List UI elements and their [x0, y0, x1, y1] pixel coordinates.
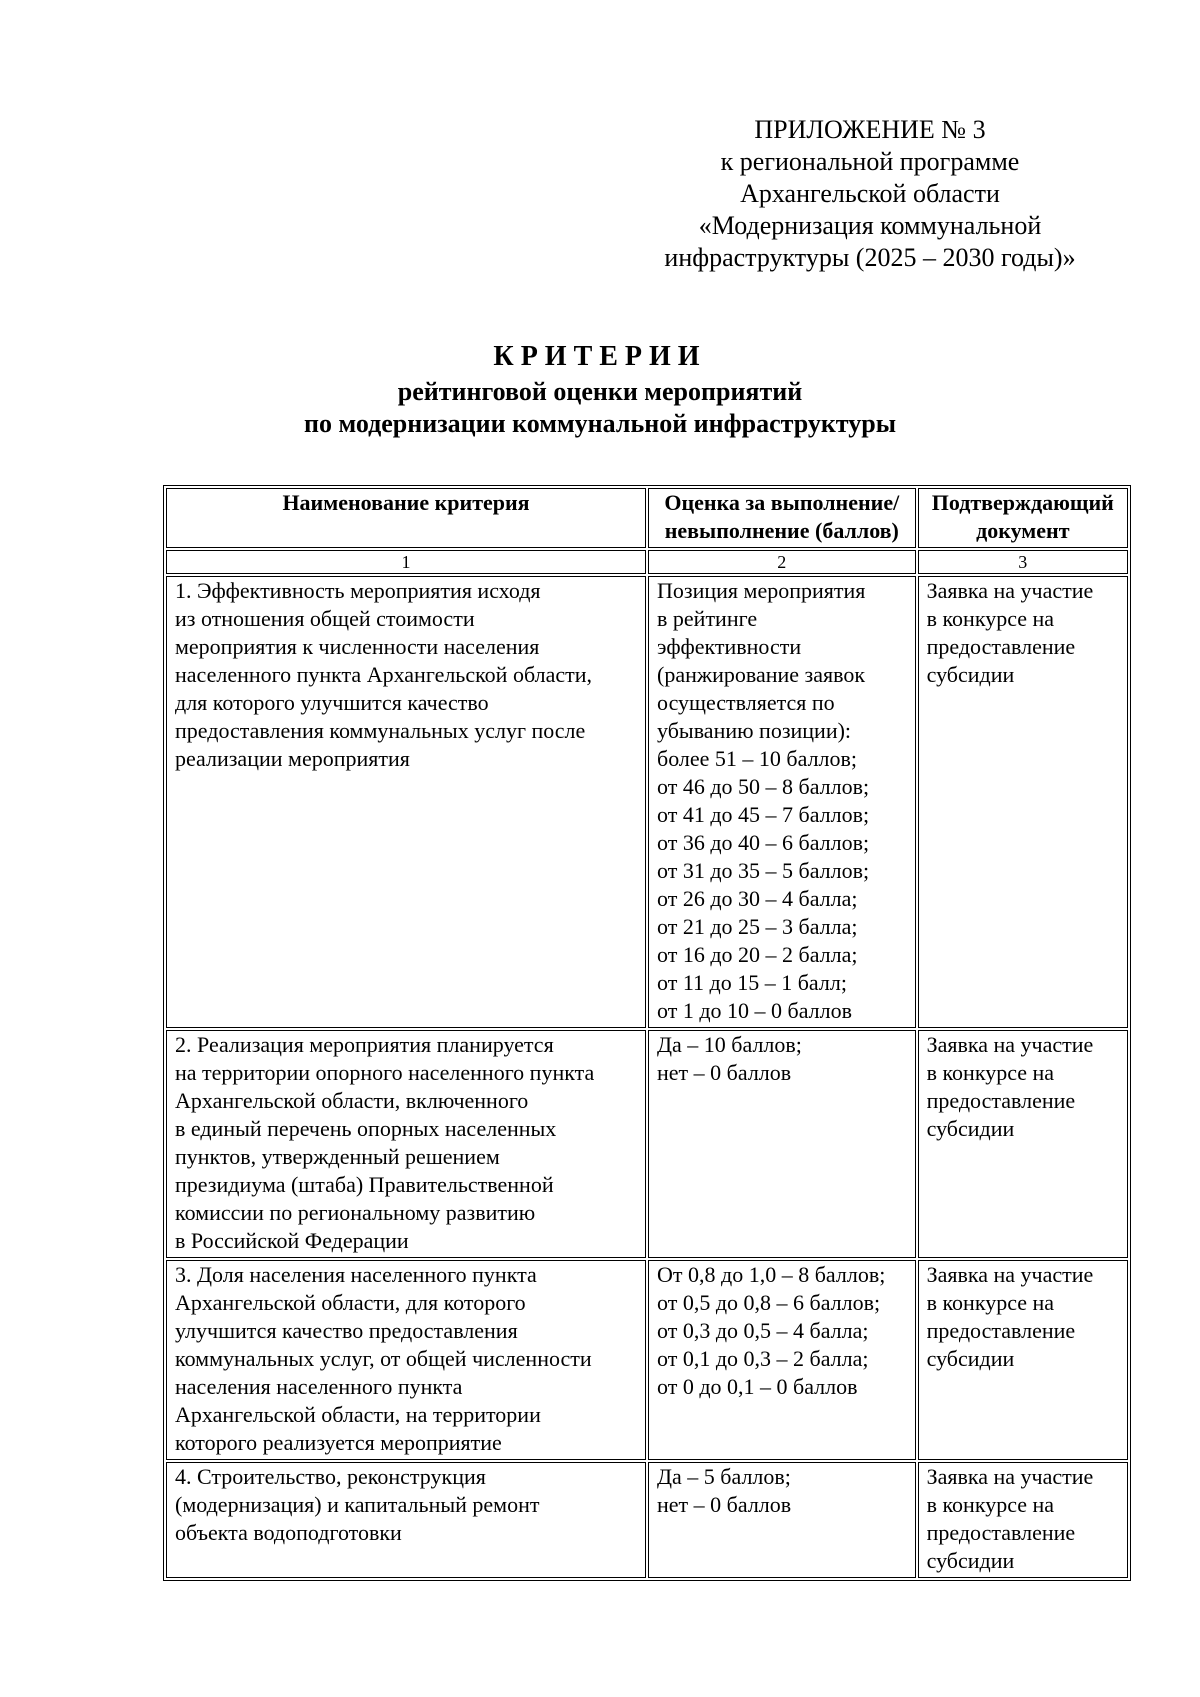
score-cell: Позиция мероприятия в рейтинге эффективности (ранжирование заявок осуществляется по убыванию позиции): более 51 – 10 баллов; от 46 до 50 – 8 баллов; от 41 до 45 – 7 баллов; от 36 до 40 – 6 баллов; от 31 до 35 – 5 баллов; от 26 до 30 – 4 балла; от 21 до 25 – 3 балла; от 16 до 20 – 2 балла; от 11 до 15 – 1 балл; от 1 до 10 – 0 баллов [648, 576, 916, 1028]
column-number: 2 [648, 550, 916, 574]
table-row [166, 576, 1128, 1028]
score-cell: От 0,8 до 1,0 – 8 баллов; от 0,5 до 0,8 – 6 баллов; от 0,3 до 0,5 – 4 балла; от 0,1 до 0,3 – 2 балла; от 0 до 0,1 – 0 баллов [648, 1260, 916, 1460]
heading-line-2: по модернизации коммунальной инфраструктуры [304, 409, 896, 438]
appendix-line: Архангельской области [740, 179, 1000, 208]
criterion-cell: 2. Реализация мероприятия планируется на территории опорного населенного пункта Архангельской области, включенного в единый перечень опорных населенных пунктов, утвержденный решением президиума (штаба) Правительственной комиссии по региональному развитию в Российской Федерации [166, 1030, 646, 1258]
table-row [166, 1030, 1128, 1258]
appendix-line: инфраструктуры (2025 – 2030 годы)» [664, 243, 1076, 272]
header-document: Подтверждающий документ [918, 488, 1128, 548]
score-cell: Да – 5 баллов; нет – 0 баллов [648, 1462, 916, 1578]
criteria-table [163, 485, 1131, 1581]
appendix-title: ПРИЛОЖЕНИЕ № 3 [754, 115, 986, 144]
score-cell: Да – 10 баллов; нет – 0 баллов [648, 1030, 916, 1258]
column-number: 1 [166, 550, 646, 574]
criterion-cell: 1. Эффективность мероприятия исходя из отношения общей стоимости мероприятия к численности населения населенного пункта Архангельской области, для которого улучшится качество предоставления коммунальных услуг после реализации мероприятия [166, 576, 646, 1028]
header-criterion-name: Наименование критерия [166, 488, 646, 548]
appendix-line: «Модернизация коммунальной [698, 211, 1042, 240]
document-cell: Заявка на участие в конкурсе на предоставление субсидии [918, 1030, 1128, 1258]
document-heading [200, 340, 1000, 440]
header-score: Оценка за выполнение/ невыполнение (баллов) [648, 488, 916, 548]
heading-line-1: рейтинговой оценки мероприятий [397, 377, 803, 406]
criterion-cell: 4. Строительство, реконструкция (модернизация) и капитальный ремонт объекта водоподготовки [166, 1462, 646, 1578]
table-header-row [166, 488, 1128, 548]
table-row [166, 1260, 1128, 1460]
document-cell: Заявка на участие в конкурсе на предоставление субсидии [918, 576, 1128, 1028]
table-number-row [166, 550, 1128, 574]
table-row [166, 1462, 1128, 1578]
column-number: 3 [918, 550, 1128, 574]
document-cell: Заявка на участие в конкурсе на предоставление субсидии [918, 1462, 1128, 1578]
appendix-line: к региональной программе [720, 147, 1020, 176]
heading-kind: КРИТЕРИИ [493, 341, 707, 372]
document-cell: Заявка на участие в конкурсе на предоставление субсидии [918, 1260, 1128, 1460]
appendix-block [640, 114, 1100, 274]
criterion-cell: 3. Доля населения населенного пункта Архангельской области, для которого улучшится качество предоставления коммунальных услуг, от общей численности населения населенного пункта Архангельской области, на территории которого реализуется мероприятие [166, 1260, 646, 1460]
